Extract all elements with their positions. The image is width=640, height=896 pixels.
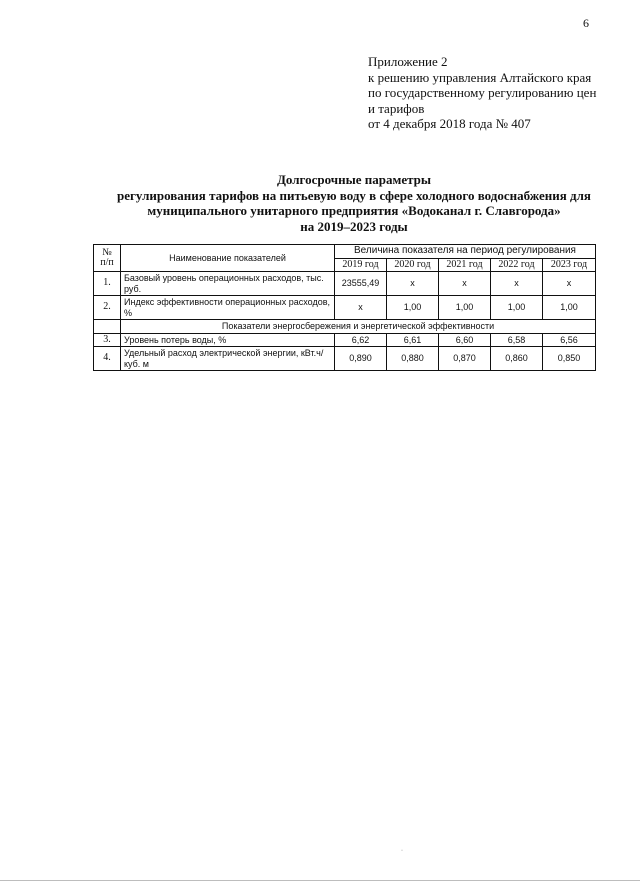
header-name: Наименование показателей: [121, 245, 335, 272]
header-num: № п/п: [94, 245, 121, 272]
row-num: 1.: [94, 272, 121, 296]
section-row: [94, 320, 596, 334]
cell-value: 23555,49: [335, 272, 387, 296]
header-year: 2023 год: [543, 258, 596, 272]
scan-edge-divider: [0, 880, 640, 881]
cell-value: x: [439, 272, 491, 296]
document-title: [0, 172, 640, 234]
table-header-row: [94, 245, 596, 259]
cell-value: x: [491, 272, 543, 296]
appendix-block: [368, 54, 596, 132]
title-line: муниципального унитарного предприятия «Водоканал г. Славгорода»: [147, 203, 561, 218]
scan-speck: ·: [401, 848, 403, 854]
section-num-cell: [94, 320, 121, 334]
cell-value: 1,00: [387, 296, 439, 320]
appendix-line: от 4 декабря 2018 года № 407: [368, 116, 531, 131]
header-year: 2019 год: [335, 258, 387, 272]
cell-value: 1,00: [439, 296, 491, 320]
row-name: Индекс эффективности операционных расходов, %: [121, 296, 335, 320]
cell-value: 6,62: [335, 333, 387, 347]
table-row: [94, 347, 596, 371]
table-row: [94, 272, 596, 296]
header-year: 2021 год: [439, 258, 491, 272]
row-num: 3.: [94, 333, 121, 347]
header-year: 2020 год: [387, 258, 439, 272]
appendix-line: и тарифов: [368, 100, 425, 116]
cell-value: 0,880: [387, 347, 439, 371]
cell-value: x: [335, 296, 387, 320]
cell-value: 6,61: [387, 333, 439, 347]
header-year: 2022 год: [491, 258, 543, 272]
cell-value: 0,870: [439, 347, 491, 371]
header-value-group: Величина показателя на период регулирования: [335, 245, 596, 259]
cell-value: 1,00: [543, 296, 596, 320]
cell-value: 6,60: [439, 333, 491, 347]
section-label: Показатели энергосбережения и энергетической эффективности: [121, 320, 596, 334]
cell-value: x: [543, 272, 596, 296]
cell-value: 0,890: [335, 347, 387, 371]
cell-value: 6,58: [491, 333, 543, 347]
row-num: 2.: [94, 296, 121, 320]
cell-value: 0,850: [543, 347, 596, 371]
row-name: Уровень потерь воды, %: [121, 333, 335, 347]
page-number: 6: [583, 16, 589, 30]
table-row: [94, 296, 596, 320]
appendix-line: к решению управления Алтайского края: [368, 69, 592, 85]
row-num: 4.: [94, 347, 121, 371]
appendix-line: Приложение 2: [368, 54, 448, 69]
cell-value: x: [387, 272, 439, 296]
appendix-line: по государственному регулированию цен: [368, 85, 597, 100]
cell-value: 0,860: [491, 347, 543, 371]
cell-value: 6,56: [543, 333, 596, 347]
table-row: [94, 333, 596, 347]
row-name: Удельный расход электрической энергии, кВт.ч/куб. м: [121, 347, 335, 371]
cell-value: 1,00: [491, 296, 543, 320]
title-line: на 2019–2023 годы: [300, 218, 408, 234]
row-name: Базовый уровень операционных расходов, тыс. руб.: [121, 272, 335, 296]
title-line: регулирования тарифов на питьевую воду в сфере холодного водоснабжения для: [117, 187, 591, 203]
parameters-table: [93, 244, 596, 371]
title-line: Долгосрочные параметры: [276, 172, 432, 187]
